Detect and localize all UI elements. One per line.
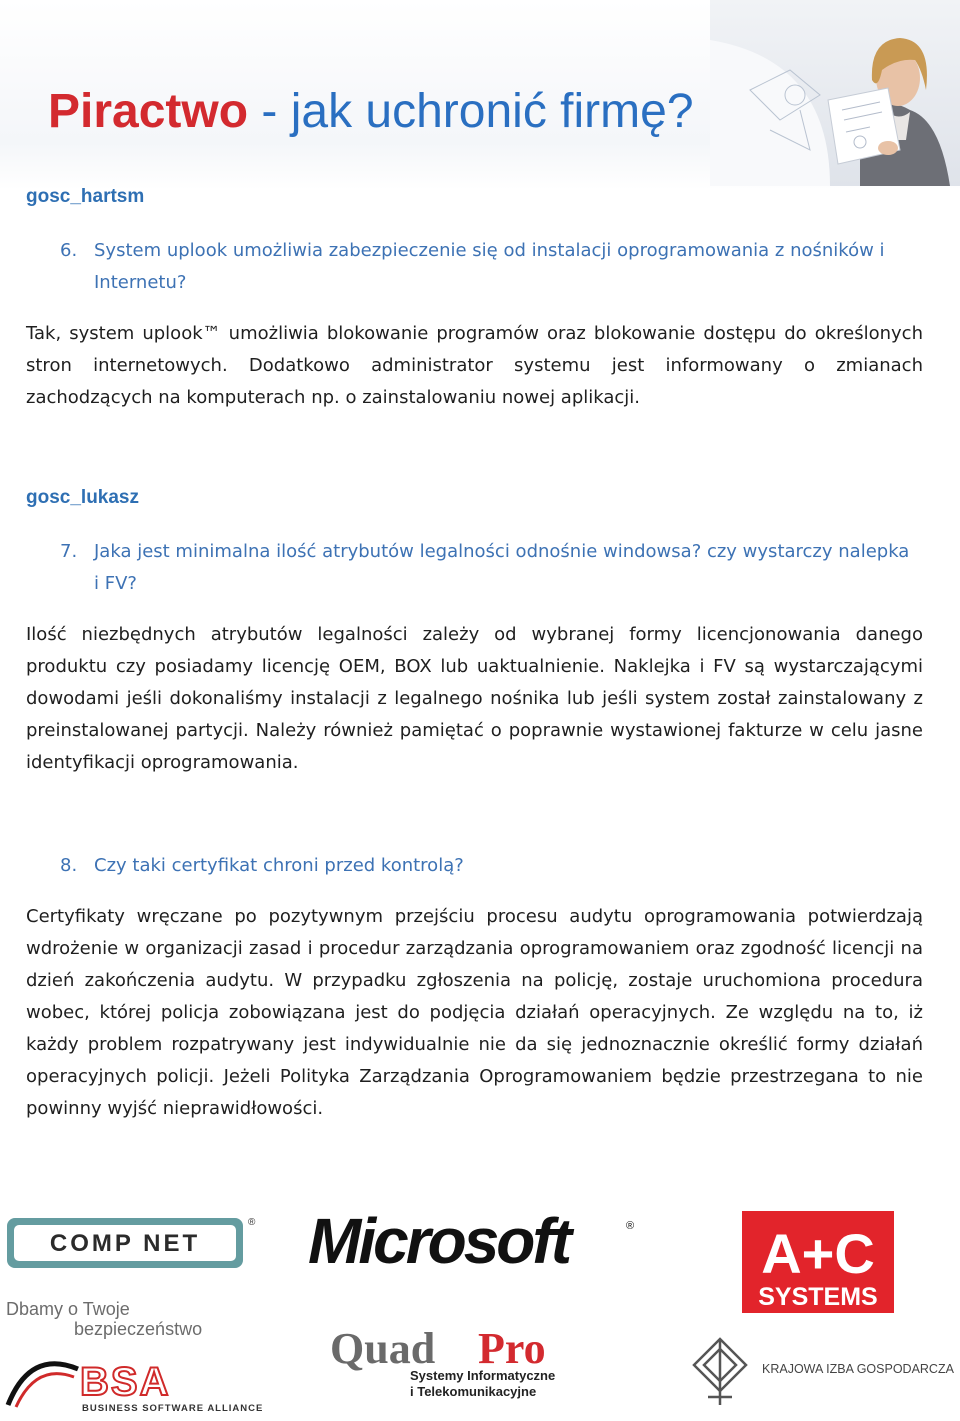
- question-text: Jaka jest minimalna ilość atrybutów legalności odnośnie windowsa? czy wystarczy nalepka i FV?: [94, 541, 910, 594]
- section-8-answer: [26, 901, 923, 1125]
- answer-text: Ilość niezbędnych atrybutów legalności zależy od wybranej formy licencjonowania danego produktu czy posiadamy licencję OEM, BOX lub uaktualnienie. Naklejka i FV są wystarczającymi dowodami jeśli dokonaliśmy instalacji z legalnego nośnika lub jeśli system został zainstalowany z preinstalowanej partycji. Należy również pamiętać o poprawnie wystawionej fakturze w celu jasne identyfikacji oprogramowania.: [26, 624, 923, 773]
- section-6-user: gosc_hartsm: [26, 186, 145, 207]
- answer-text: Tak, system uplook™ umożliwia blokowanie programów oraz blokowanie dostępu do określonych stron internetowych. Dodatkowo administrator systemu jest informowany o zmianach zachodzących na komputerach np. o zainstalowaniu nowej aplikacji.: [26, 323, 923, 408]
- woman-with-document-illustration: [710, 0, 960, 186]
- banner-title-blue: - jak uchronić firmę?: [248, 85, 694, 138]
- section-7-user: gosc_lukasz: [26, 487, 139, 508]
- quadpro-logo: [330, 1323, 610, 1403]
- quadpro-pro: Pro: [478, 1324, 546, 1373]
- registered-mark: ®: [248, 1217, 256, 1228]
- section-7-question: [60, 536, 920, 600]
- ac-systems-logo: [742, 1211, 894, 1313]
- ac-text: A+C: [761, 1222, 875, 1285]
- kig-text: KRAJOWA IZBA GOSPODARCZA: [762, 1362, 954, 1376]
- bsa-tagline: [6, 1299, 246, 1341]
- compnet-text: COMP NET: [49, 1230, 201, 1257]
- bsa-logo: [0, 1347, 280, 1417]
- banner-title-red: Piractwo: [48, 85, 249, 138]
- question-number: 6.: [60, 240, 78, 261]
- bsa-text: BSA: [80, 1360, 171, 1404]
- kig-emblem-icon: [694, 1339, 746, 1405]
- section-6-answer: [26, 318, 923, 414]
- banner-title: [48, 82, 694, 142]
- question-text: Czy taki certyfikat chroni przed kontrolą?: [94, 855, 464, 876]
- section-8-question: [60, 850, 920, 882]
- partner-logos: [0, 1195, 960, 1421]
- question-text: System uplook umożliwia zabezpieczenie się od instalacji oprogramowania z nośników i Internetu?: [94, 240, 885, 293]
- microsoft-text: Microsoft: [308, 1205, 569, 1277]
- quadpro-quad: Quad: [330, 1324, 436, 1373]
- compnet-logo: [6, 1215, 254, 1271]
- ac-systems-text: SYSTEMS: [758, 1283, 878, 1311]
- quadpro-subtitle-1: Systemy Informatyczne: [410, 1368, 556, 1383]
- section-7-answer: [26, 619, 923, 779]
- question-number: 8.: [60, 855, 78, 876]
- bsa-tagline-line2: bezpieczeństwo: [74, 1319, 203, 1339]
- answer-text: Certyfikaty wręczane po pozytywnym przejściu procesu audytu oprogramowania potwierdzają wdrożenie w organizacji zasad i procedur zarządzania oprogramowaniem oraz zgodność licencji na dzień zakończenia audytu. W przypadku zgłoszenia na policję, zostaje uruchomiona procedura wobec, której policja zobowiązana jest do podjęcia działań operacyjnych. Ze względu na to, iż każdy problem rozpatrywany jest indywidualnie nie da się jednoznacznie określić formy działań operacyjnych policji. Jeżeli Polityka Zarządzania Oprogramowaniem będzie przestrzegana to nie powinny wyjść nieprawidłowości.: [26, 906, 923, 1119]
- question-number: 7.: [60, 541, 78, 562]
- section-6-question: [60, 235, 920, 299]
- registered-mark: ®: [626, 1220, 635, 1232]
- kig-logo: [690, 1335, 958, 1411]
- microsoft-logo: [308, 1207, 648, 1277]
- header-banner: [0, 0, 960, 190]
- bsa-tagline-line1: Dbamy o Twoje: [6, 1299, 130, 1319]
- quadpro-subtitle-2: i Telekomunikacyjne: [410, 1384, 537, 1399]
- bsa-subtitle: BUSINESS SOFTWARE ALLIANCE: [82, 1403, 264, 1414]
